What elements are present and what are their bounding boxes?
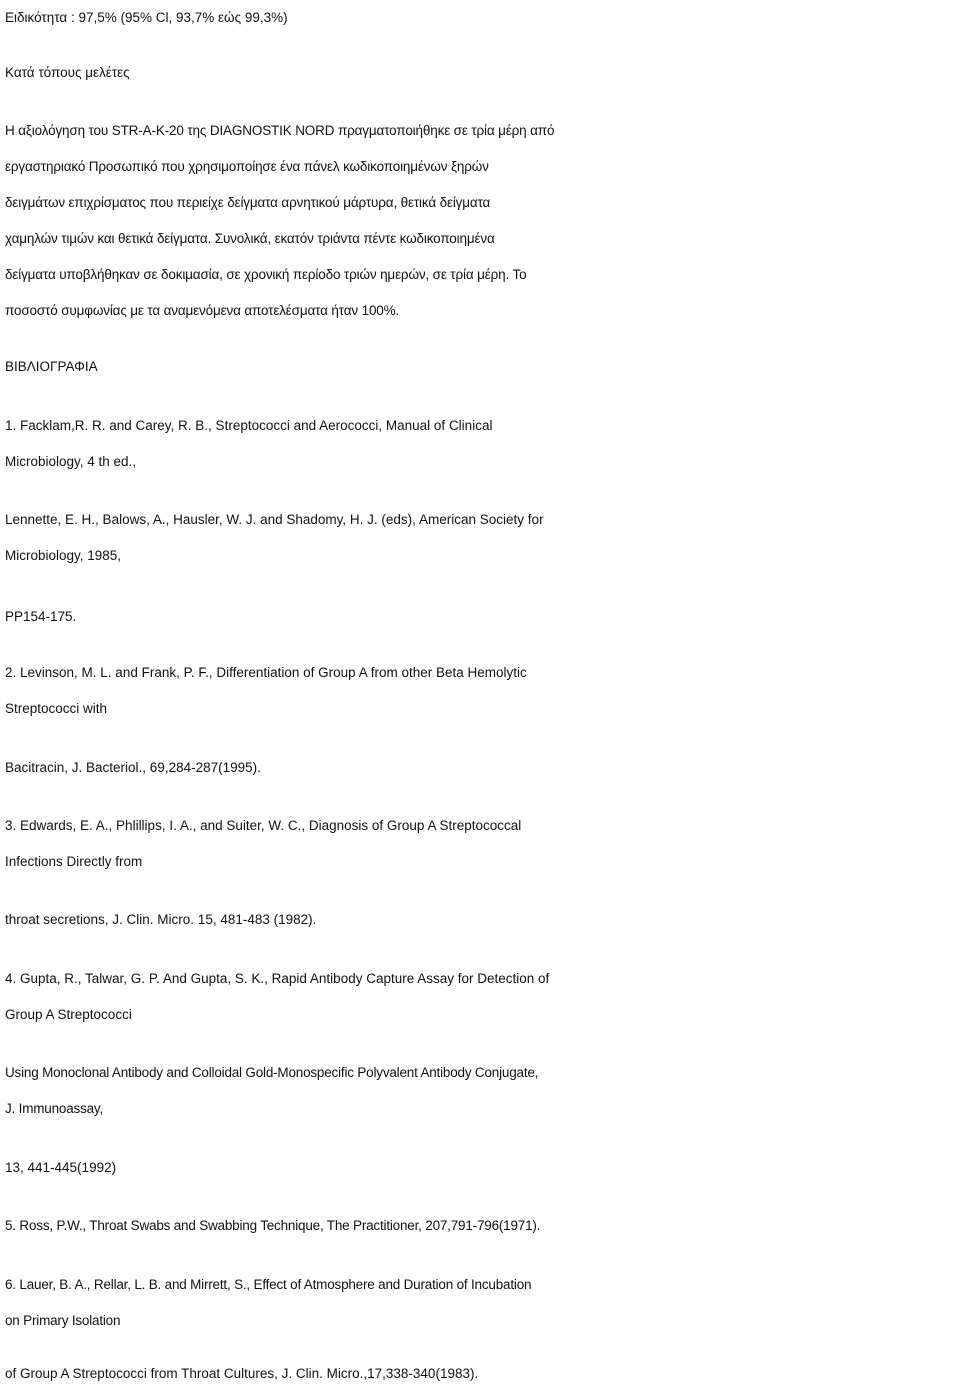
local-studies-heading: Κατά τόπους μελέτες — [5, 65, 130, 80]
reference-2-part-1: 2. Levinson, M. L. and Frank, P. F., Differentiation of Group A from other Beta Hemolytic Streptococci with — [5, 665, 527, 716]
reference-4-part-2: Using Monoclonal Antibody and Colloidal Gold-Monospecific Polyvalent Antibody Conjugate, J. Immunoassay, — [5, 1065, 539, 1116]
reference-3-part-2: throat secretions, J. Clin. Micro. 15, 481-483 (1982). — [5, 912, 317, 927]
bibliography-heading: ΒΙΒΛΙΟΓΡΑΦΙΑ — [5, 359, 98, 374]
reference-4-part-3: 13, 441-445(1992) — [5, 1160, 117, 1175]
reference-1-part-1: 1. Facklam,R. R. and Carey, R. B., Streptococci and Aerococci, Manual of Clinical Microbiology, 4 th ed., — [5, 418, 493, 469]
reference-2-part-2: Bacitracin, J. Bacteriol., 69,284-287(1995). — [5, 760, 261, 775]
reference-4-part-1: 4. Gupta, R., Talwar, G. P. And Gupta, S. K., Rapid Antibody Capture Assay for Detection of Group A Streptococci — [5, 971, 550, 1022]
reference-1-part-3: PP154-175. — [5, 609, 77, 624]
reference-1-part-2: Lennette, E. H., Balows, A., Hausler, W. J. and Shadomy, H. J. (eds), American Society for Microbiology, 1985, — [5, 512, 544, 563]
evaluation-paragraph: Η αξιολόγηση του STR-A-K-20 της DIAGNOSTIK NORD πραγματοποιήθηκε σε τρία μέρη από εργαστηριακό Προσωπικό που χρησιμοποίησε ένα πάνελ κωδικοποιημένων ξηρών δειγμάτων επιχρίσματος που περιείχε δείγματα αρνητικού μάρτυρα, θετικά δείγματα χαμηλών τιμών και θετικά δείγματα. Συνολικά, εκατόν τριάντα πέντε κωδικοποιημένα δείγματα υποβλήθηκαν σε δοκιμασία, σε χρονική περίοδο τριών ημερών, σε τρία μέρη. Το ποσοστό συμφωνίας με τα αναμενόμενα αποτελέσματα ήταν 100%. — [5, 123, 555, 318]
reference-3-part-1: 3. Edwards, E. A., Phlillips, I. A., and Suiter, W. C., Diagnosis of Group A Streptococcal Infections Directly from — [5, 818, 522, 869]
specificity-line: Ειδικότητα : 97,5% (95% Cl, 93,7% εώς 99,3%) — [5, 10, 288, 25]
reference-6-part-1: 6. Lauer, B. A., Rellar, L. B. and Mirrett, S., Effect of Atmosphere and Duration of Incubation on Primary Isolation — [5, 1277, 532, 1328]
reference-6-part-2: of Group A Streptococci from Throat Cultures, J. Clin. Micro.,17,338-340(1983). — [5, 1366, 479, 1381]
reference-5: 5. Ross, P.W., Throat Swabs and Swabbing Technique, The Practitioner, 207,791-796(1971). — [5, 1218, 541, 1233]
